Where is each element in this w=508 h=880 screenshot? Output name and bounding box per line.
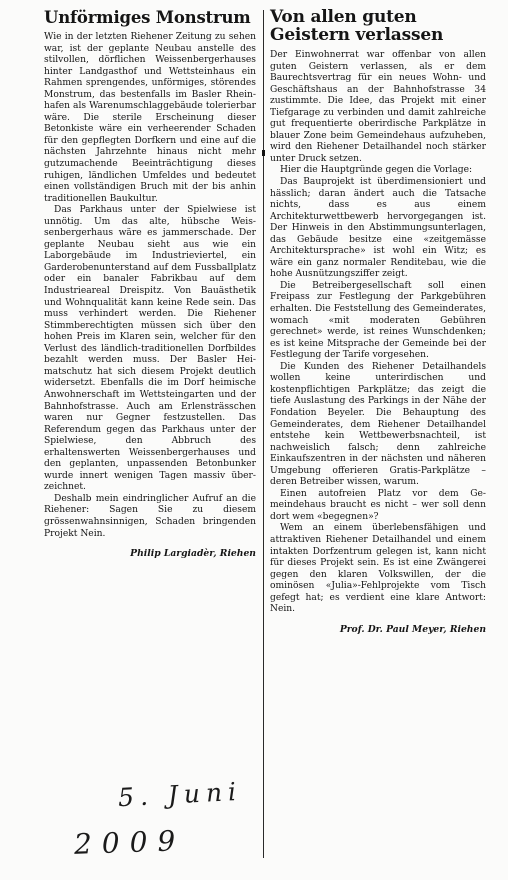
letter-right <box>270 8 486 635</box>
letter-left-author: Philip Largiadèr, Riehen <box>130 548 256 560</box>
handwritten-date: 5. Juni <box>117 776 243 813</box>
letter-right-paragraph-2: Hier die Hauptgründe gegen die Vorlage: <box>280 165 473 176</box>
letter-right-paragraph-6: Einen autofreien Platz vor dem Gemeindehaus braucht es nicht – wer soll denn dort wem «begegnen»? <box>270 488 486 522</box>
letter-right-paragraph-1: Der Einwohnerrat war offenbar von allen guten Geistern verlassen, als er dem Baurechtsvertrag für ein neues Wohn- und Geschäftshaus an der Bahnhofstrasse 34 zustimmte. Die Idee, das Projekt mit einer Tiefgarage zu verbinden und damit zahlreiche gut frequentierte oberirdische Parkplätze in blauer Zone beim Gemeindehaus aufzuheben, wird den Riehener Detailhandel noch stärker unter Druck setzen. <box>270 50 486 164</box>
letter-left-paragraph-2: Das Parkhaus unter der Spielwiese ist unnötig. Um das alte, hübsche Weissenbergerhaus wäre es jammerschade. Der geplante Neubau sieht aus wie ein Laborgebäude im Industrieviertel, ein Garderobenunterstand auf dem Fussballplatz oder ein banaler Fabrikbau auf dem Industrieareal Dreispitz. Von Bauästhetik und Wohnqualität kann keine Rede sein. Das muss verhindert werden. Die Riehener Stimmberechtigten müssen sich über den hohen Preis im Klaren sein, welcher für den Verlust des ländlich-traditionellen Dorfbildes bezahlt werden muss. Der Basler Heimatschutz hat sich diesem Projekt deutlich widersetzt. Ebenfalls die im Dorf heimische Anwohnerschaft im Wettsteingarten und der Bahnhofstrasse. Auch am Erlensträsschen waren nur Gegner festzustellen. Das Referendum gegen das Parkhaus unter der Spielwiese, den Abbruch des erhaltenswerten Weissenbergerhauses und den geplanten, unpassenden Betonbunker wurde innert wenigen Tagen massiv überzeichnet. <box>44 205 256 493</box>
handwritten-year: 2009 <box>73 824 186 861</box>
letter-right-author: Prof. Dr. Paul Meyer, Riehen <box>339 623 486 635</box>
letter-right-paragraph-5: Die Kunden des Riehener Detailhandels wollen keine unterirdischen und kostenpflichtigen Parkplätze; das zeigt die tiefe Auslastung des Parkings in der Nähe der Fondation Beyeler. Die Behauptung des Gemeinderates, dem Riehener Detailhandel entstehe kein Wettbewerbsnachteil, ist nachweislich falsch; denn zahlreiche Einkaufszentren in der nächsten und näheren Umgebung offerieren Gratis-Parkplätze – deren Betreiber wissen, warum. <box>270 361 486 488</box>
letter-right-paragraph-4: Die Betreibergesellschaft soll einen Freipass zur Festlegung der Parkgebühren erhalten. Die Feststellung des Gemeinderates, womach «mit moderaten Gebühren gerechnet» werde, ist reines Wunschdenken; es ist keine Mitsprache der Gemeinde bei der Festlegung der Tarife vorgesehen. <box>270 280 486 361</box>
letter-left-title: Unförmiges Monstrum <box>44 8 251 27</box>
letter-left-paragraph-1: Wie in der letzten Riehener Zeitung zu sehen war, ist der geplante Neubau anstelle des stilvollen, dörflichen Weissenbergerhauses hinter Landgasthof und Wettsteinhaus ein Rahmen sprengendes, unförmiges, störendes Monstrum, das bestenfalls im Basler Rheinhafen als Warenumschlaggebäude tolerierbar wäre. Die sterile Erscheinung dieser Betonkiste wäre ein verheerender Schaden für den gepflegten Dorfkern und eine auf die nächsten Jahrzehnte hinaus nicht mehr gutzumachende Beeinträchtigung dieses ruhigen, ländlichen Umfeldes und bedeutet einen vollständigen Bruch mit der bis anhin traditionellen Baukultur. <box>44 32 256 204</box>
letter-right-paragraph-3: Das Bauprojekt ist überdimensioniert und hässlich; daran ändert auch die Tatsache nichts, dass es aus einem Architekturwettbewerb hervorgegangen ist. Der Hinweis in den Abstimmungsunterlagen, das Gebäude besitze eine «zeitgemässe Architektursprache» ist wohl ein Witz; es wäre ein ganz normaler Renditebau, wie die hohe Ausnützungsziffer zeigt. <box>270 177 486 280</box>
letter-right-title: Von allen guten Geistern verlassen <box>270 7 444 45</box>
column-divider <box>263 10 264 858</box>
scan-speck <box>262 150 265 156</box>
letter-left <box>44 8 256 559</box>
letter-left-paragraph-3: Deshalb mein eindringlicher Aufruf an die Riehener: Sagen Sie zu diesem grössenwahnsinnigen, Schaden bringenden Projekt Nein. <box>44 493 256 539</box>
letter-right-paragraph-7: Wem an einem überlebensfähigen und attraktiven Riehener Detailhandel und einem intakten Dorfzentrum gelegen ist, kann nicht für dieses Projekt sein. Es ist eine Zwängerei gegen den klaren Volkswillen, der die ominösen «Julia»-Fehlprojekte vom Tisch gefegt hat; es verdient eine klare Antwort: Nein. <box>270 523 486 615</box>
